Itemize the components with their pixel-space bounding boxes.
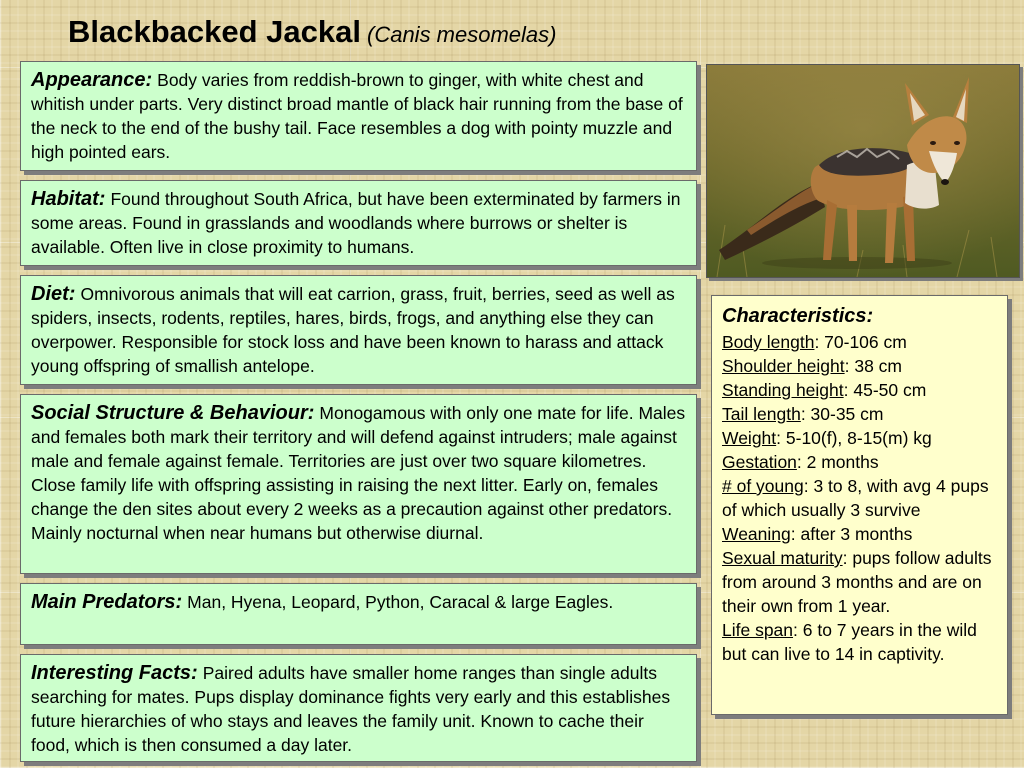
characteristic-row [722, 330, 997, 354]
appearance-text: Body varies from reddish-brown to ginger, with white chest and whitish under parts. Very distinct broad mantle of black hair running from the base of the neck to the end of the bushy tail. Face resembles a dog with pointy muzzle and high pointed ears. [31, 70, 683, 162]
main-predators-box [20, 583, 697, 645]
diet-label: Diet: [31, 283, 76, 305]
characteristic-key: Gestation [722, 452, 797, 472]
characteristic-value: : 3 to 8, with avg 4 pups of which usually 3 survive [722, 476, 989, 520]
main-predators-text: Man, Hyena, Leopard, Python, Caracal & large Eagles. [187, 592, 614, 612]
characteristic-value: : 5-10(f), 8-15(m) kg [776, 428, 932, 448]
interesting-facts-box [20, 654, 697, 762]
characteristic-value: : 38 cm [844, 356, 902, 376]
main-predators-label: Main Predators: [31, 591, 183, 613]
jackal-photo [706, 64, 1020, 278]
characteristics-box [711, 295, 1008, 715]
characteristic-row [722, 522, 997, 546]
characteristic-value: : 2 months [796, 452, 879, 472]
characteristic-row [722, 546, 997, 618]
social-structure-text: Monogamous with only one mate for life. Males and females both mark their territory and will defend against intruders; male against male and female against female. Territories are just over two square kilometres. Close family life with offspring assisting in raising the next litter. Early on, females change the den sites about every 2 weeks as a precaution against other predators. Mainly nocturnal when near humans but otherwise diurnal. [31, 403, 686, 543]
characteristic-row [722, 618, 997, 666]
characteristic-key: Life span [722, 620, 794, 640]
characteristic-value: : 30-35 cm [800, 404, 884, 424]
characteristic-value: : pups follow adults from around 3 months and are on their own from 1 year. [722, 548, 992, 616]
characteristic-value: : after 3 months [790, 524, 913, 544]
characteristic-value: : 6 to 7 years in the wild but can live to 14 in captivity. [722, 620, 977, 664]
appearance-box [20, 61, 697, 171]
characteristic-key: # of young [722, 476, 804, 496]
characteristic-key: Shoulder height [722, 356, 845, 376]
habitat-box [20, 180, 697, 266]
characteristic-row [722, 474, 997, 522]
page-title [68, 14, 557, 50]
jackal-illustration [707, 65, 1019, 277]
characteristic-value: : 45-50 cm [843, 380, 927, 400]
characteristic-key: Weight [722, 428, 777, 448]
diet-text: Omnivorous animals that will eat carrion, grass, fruit, berries, seed as well as spiders, insects, rodents, reptiles, hares, birds, frogs, and anything else they can overpower. Responsible for stock loss and have been known to harass and attack young offspring of smallish antelope. [31, 284, 675, 376]
interesting-facts-text: Paired adults have smaller home ranges than single adults searching for mates. Pups display dominance fights very early and this establishes future hierarchies of who stays and leaves the family unit. Known to cache their food, which is then consumed a day later. [31, 663, 671, 755]
interesting-facts-label: Interesting Facts: [31, 662, 198, 684]
characteristic-key: Standing height [722, 380, 844, 400]
characteristic-row [722, 402, 997, 426]
characteristic-key: Tail length [722, 404, 801, 424]
scientific-name: (Canis mesomelas) [367, 22, 557, 47]
habitat-label: Habitat: [31, 188, 106, 210]
characteristic-key: Weaning [722, 524, 791, 544]
habitat-text: Found throughout South Africa, but have been exterminated by farmers in some areas. Found in grasslands and woodlands where burrows or shelter is available. Often live in close proximity to humans. [31, 189, 681, 257]
common-name: Blackbacked Jackal [68, 14, 361, 49]
appearance-label: Appearance: [31, 69, 153, 91]
diet-box [20, 275, 697, 385]
social-structure-box [20, 394, 697, 574]
characteristic-key: Body length [722, 332, 815, 352]
characteristic-row [722, 426, 997, 450]
characteristic-value: : 70-106 cm [814, 332, 907, 352]
characteristic-row [722, 450, 997, 474]
characteristic-key: Sexual maturity [722, 548, 843, 568]
characteristic-row [722, 378, 997, 402]
characteristics-heading: Characteristics: [722, 305, 874, 327]
characteristic-row [722, 354, 997, 378]
social-structure-label: Social Structure & Behaviour: [31, 402, 315, 424]
